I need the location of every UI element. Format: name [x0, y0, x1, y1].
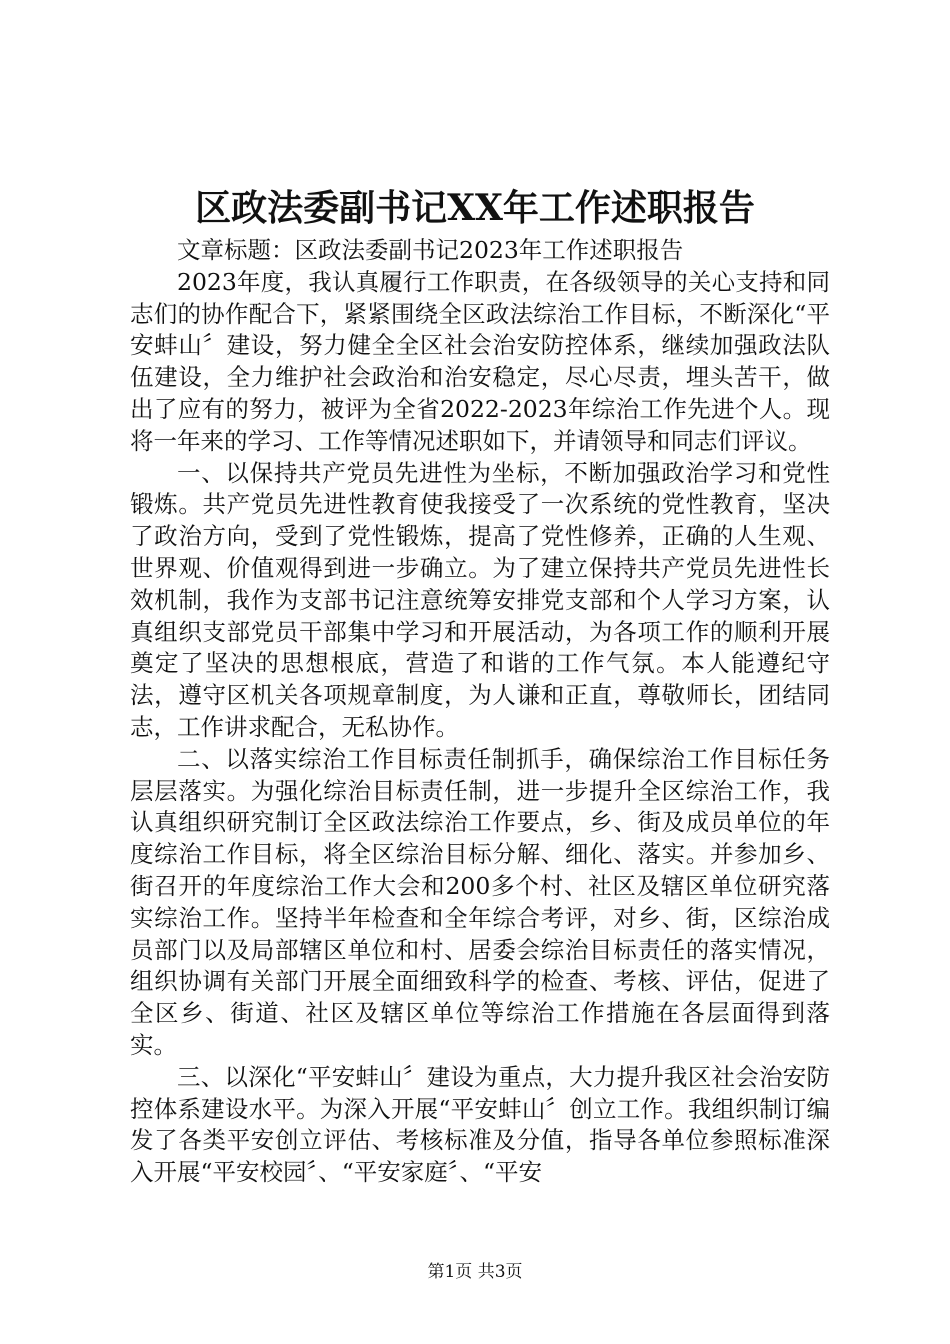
paragraph-section-3: 三、以深化“平安蚌山〞建设为重点，大力提升我区社会治安防控体系建设水平。为深入开展“平安蚌山〞创立工作。我组织制订编发了各类平安创立评估、考核标准及分值，指导各单位参照标准深入开展“平安校园〞、“平安家庭〞、“平安 — [130, 1062, 830, 1187]
document-body — [130, 235, 830, 1189]
paragraph-section-1: 一、以保持共产党员先进性为坐标，不断加强政治学习和党性锻炼。共产党员先进性教育使我接受了一次系统的党性教育，坚决了政治方向，受到了党性锻炼，提高了党性修养，正确的人生观、世界观、价值观得到进一步确立。为了建立保持共产党员先进性长效机制，我作为支部书记注意统筹安排党支部和个人学习方案，认真组织支部党员干部集中学习和开展活动，为各项工作的顺利开展奠定了坚决的思想根底，营造了和谐的工作气氛。本人能遵纪守法，遵守区机关各项规章制度，为人谦和正直，尊敬师长，团结同志，工作讲求配合，无私协作。 — [130, 458, 830, 741]
page-footer: 第1页 共3页 — [427, 1262, 523, 1282]
article-title-line: 文章标题：区政法委副书记2023年工作述职报告 — [177, 236, 684, 264]
document-title: 区政法委副书记XX年工作述职报告 — [195, 187, 755, 229]
paragraph-section-2: 二、以落实综治工作目标责任制抓手，确保综治工作目标任务层层落实。为强化综治目标责任制，进一步提升全区综治工作，我认真组织研究制订全区政法综治工作要点，乡、街及成员单位的年度综治工作目标，将全区综治目标分解、细化、落实。并参加乡、街召开的年度综治工作大会和200多个村、社区及辖区单位研究落实综治工作。坚持半年检查和全年综合考评，对乡、街，区综治成员部门以及局部辖区单位和村、居委会综治目标责任的落实情况，组织协调有关部门开展全面细致科学的检查、考核、评估，促进了全区乡、街道、社区及辖区单位等综治工作措施在各层面得到落实。 — [130, 744, 830, 1059]
paragraph-intro: 2023年度，我认真履行工作职责，在各级领导的关心支持和同志们的协作配合下，紧紧围绕全区政法综治工作目标，不断深化“平安蚌山〞建设，努力健全全区社会治安防控体系，继续加强政法队伍建设，全力维护社会政治和治安稳定，尽心尽责，埋头苦干，做出了应有的努力，被评为全省2022-2023年综治工作先进个人。现将一年来的学习、工作等情况述职如下，并请领导和同志们评议。 — [130, 267, 830, 455]
